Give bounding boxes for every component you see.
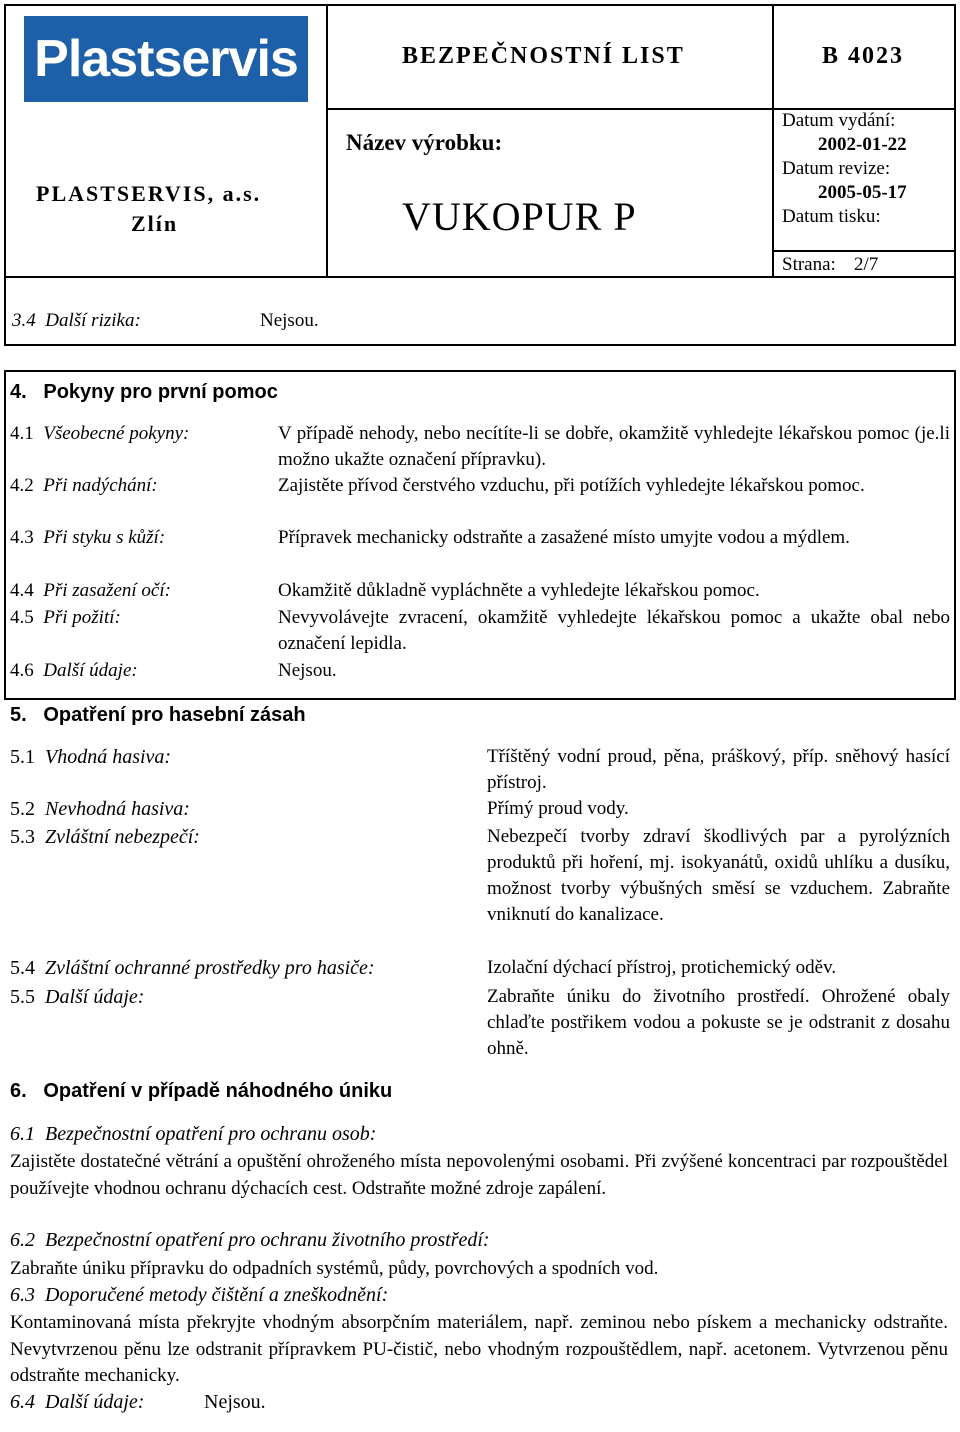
item-5-5-text: Zabraňte úniku do životního prostředí. Ohrožené obaly chlaďte postřikem vodou a pokuste se je odstranit z dosahu ohně.: [487, 986, 950, 1059]
section-6-title: 6. Opatření v případě náhodného úniku: [10, 1080, 393, 1102]
section-3-4-value: Nejsou.: [260, 310, 319, 331]
company-logo: [24, 16, 308, 102]
item-4-1-name: Všeobecné pokyny:: [43, 423, 190, 444]
issue-date: 2002-01-22: [818, 134, 907, 155]
page-value: 2/7: [854, 254, 879, 275]
item-5-4-name: Zvláštní ochranné prostředky pro hasiče:: [45, 957, 375, 979]
item-4-2-label: [10, 475, 158, 497]
logo-text: Plastservis: [34, 30, 298, 88]
item-5-5-name: Další údaje:: [45, 986, 145, 1008]
item-5-3-label: [10, 826, 200, 849]
item-4-2-text: Zajistěte přívod čerstvého vzduchu, při potížích vyhledejte lékařskou pomoc.: [278, 475, 865, 496]
item-4-4-label: [10, 580, 171, 602]
item-6-3-label: 6.3 Doporučené metody čištění a zneškodnění:: [10, 1284, 389, 1306]
item-6-3-text: Kontaminovaná místa překryjte vhodným absorpčním materiálem, např. zeminou nebo pískem a mechanicky odstraňte. Nevytvrzenou pěnu lze odstranit přípravkem PU-čistič, nebo vhodným rozpouštědlem, např. acetonem. Vytvrzenou pěnu odstraňte mechanicky.: [10, 1312, 948, 1386]
revision-date: 2005-05-17: [818, 182, 907, 203]
item-5-1-num: 5.1: [10, 746, 35, 768]
header-hline-page: [772, 250, 956, 252]
item-5-3-num: 5.3: [10, 826, 35, 848]
section-3-4-label: 3.4 Další rizika:: [12, 310, 141, 331]
item-6-2-label: 6.2 Bezpečnostní opatření pro ochranu životního prostředí:: [10, 1229, 490, 1251]
item-4-6-num: 4.6: [10, 660, 34, 681]
item-5-2-name: Nevhodná hasiva:: [45, 798, 190, 820]
item-5-2-text: Přímý proud vody.: [487, 798, 629, 819]
item-4-4-num: 4.4: [10, 580, 34, 601]
item-5-4-num: 5.4: [10, 957, 35, 979]
item-4-2-name: Při nadýchání:: [43, 475, 158, 496]
item-4-5-label: [10, 607, 121, 629]
header-divider-2: [772, 4, 774, 278]
document-code: B 4023: [822, 43, 905, 69]
item-4-4-name: Při zasažení očí:: [43, 580, 171, 601]
item-4-5-num: 4.5: [10, 607, 34, 628]
item-5-1-text: Tříštěný vodní proud, pěna, práškový, příp. sněhový hasící přístroj.: [487, 746, 950, 793]
item-4-1-label: [10, 423, 189, 445]
item-5-2-label: [10, 798, 190, 821]
product-label: Název výrobku:: [346, 130, 503, 155]
item-6-2-text: Zabraňte úniku přípravku do odpadních systémů, půdy, povrchových a spodních vod.: [10, 1258, 659, 1279]
item-4-3-label: [10, 527, 165, 549]
item-5-5-label: [10, 986, 144, 1009]
item-5-3-name: Zvláštní nebezpečí:: [45, 826, 200, 848]
header-divider-1: [326, 4, 328, 278]
item-6-4-value: Nejsou.: [204, 1391, 266, 1413]
product-name: VUKOPUR P: [402, 194, 637, 239]
section-3-4-box: [4, 278, 956, 346]
item-4-1-text: V případě nehody, nebo necítíte-li se dobře, okamžitě vyhledejte lékařskou pomoc (je.li možno ukažte označení přípravku).: [278, 423, 950, 470]
item-4-6-name: Další údaje:: [43, 660, 138, 681]
section-4-title: 4. Pokyny pro první pomoc: [10, 381, 278, 403]
revision-label: Datum revize:: [782, 158, 891, 179]
item-4-1-num: 4.1: [10, 423, 34, 444]
item-6-1-text: Zajistěte dostatečné větrání a opuštění ohroženého místa nepovolenými osobami. Při zvýšené koncentraci par rozpouštědel používejte vhodnou ochranu dýchacích cest. Odstraňte možné zdroje zapálení.: [10, 1151, 948, 1199]
item-4-5-name: Při požití:: [43, 607, 121, 628]
item-4-3-num: 4.3: [10, 527, 34, 548]
item-5-5-num: 5.5: [10, 986, 35, 1008]
item-4-3-name: Při styku s kůží:: [43, 527, 166, 548]
company-city: Zlín: [131, 211, 179, 236]
item-5-4-label: [10, 957, 375, 980]
item-4-5-text: Nevyvolávejte zvracení, okamžitě vyhledejte lékařskou pomoc a ukažte obal nebo označení lepidla.: [278, 607, 950, 654]
item-4-6-label: [10, 660, 138, 682]
item-5-1-label: [10, 746, 171, 769]
company-name: PLASTSERVIS, a.s.: [36, 181, 262, 206]
issue-label: Datum vydání:: [782, 110, 896, 131]
item-6-4-label: 6.4 Další údaje:: [10, 1391, 145, 1413]
item-4-3-text: Přípravek mechanicky odstraňte a zasažené místo umyjte vodou a mýdlem.: [278, 527, 850, 548]
item-5-4-text: Izolační dýchací přístroj, protichemický oděv.: [487, 957, 837, 978]
document-title: BEZPEČNOSTNÍ LIST: [402, 43, 685, 69]
item-5-3-text: Nebezpečí tvorby zdraví škodlivých par a pyrolýzních produktů při hoření, mj. isokyanátů, oxidů uhlíku a dusíku, možnost tvorby výbušných směsí se vzduchem. Zabraňte vniknutí do kanalizace.: [487, 826, 950, 925]
print-label: Datum tisku:: [782, 206, 881, 227]
item-5-1-name: Vhodná hasiva:: [45, 746, 172, 768]
item-6-1-label: 6.1 Bezpečnostní opatření pro ochranu osob:: [10, 1123, 377, 1145]
item-4-6-text: Nejsou.: [278, 660, 337, 681]
item-5-2-num: 5.2: [10, 798, 35, 820]
section-5-title: 5. Opatření pro hasební zásah: [10, 704, 306, 726]
page-label: Strana:: [782, 254, 836, 275]
item-4-4-text: Okamžitě důkladně vypláchněte a vyhledejte lékařskou pomoc.: [278, 580, 760, 601]
item-4-2-num: 4.2: [10, 475, 34, 496]
